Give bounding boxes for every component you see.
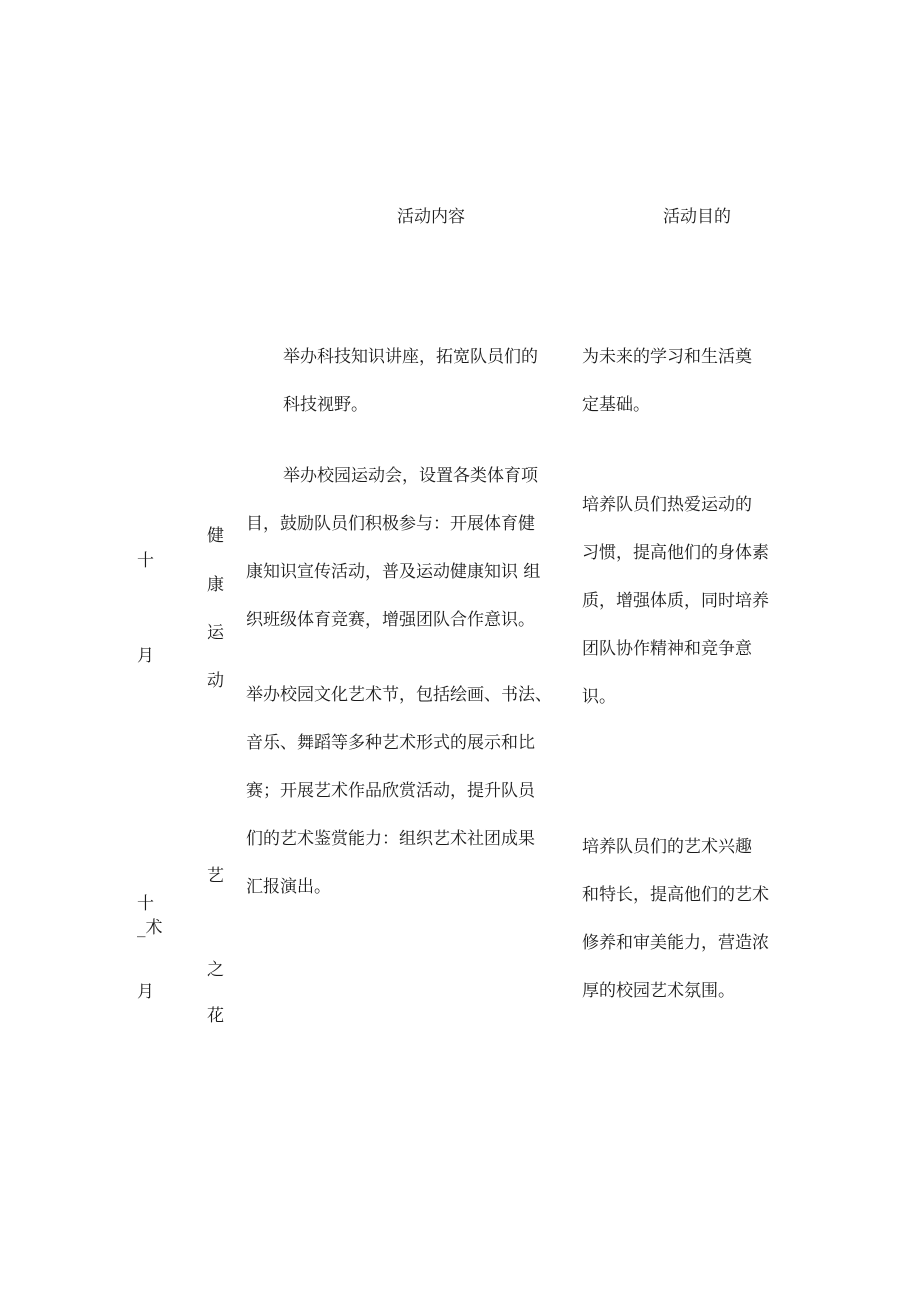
art-purpose-line: 培养队员们的艺术兴趣	[582, 837, 752, 857]
header-content-label: 活动内容	[397, 207, 465, 227]
art-content-line: 汇报演出。	[246, 877, 331, 897]
art-month-char: _术	[137, 918, 163, 938]
science-content-line: 科技视野。	[283, 395, 368, 415]
health-purpose-line: 习惯，提高他们的身体素	[582, 543, 769, 563]
science-content-line: 举办科技知识讲座，拓宽队员们的	[283, 347, 538, 367]
health-content-line: 举办校园运动会，设置各类体育项	[283, 466, 538, 486]
art-purpose-line: 厚的校园艺术氛围。	[582, 981, 735, 1001]
art-purpose-line: 修养和审美能力，营造浓	[582, 933, 769, 953]
health-content-line: 目，鼓励队员们积极参与：开展体育健	[246, 514, 535, 534]
art-content-line: 赛；开展艺术作品欣赏活动，提升队员	[246, 781, 535, 801]
health-theme-char: 健	[207, 526, 224, 546]
science-content	[283, 333, 538, 429]
health-purpose-line: 识。	[582, 687, 616, 707]
science-purpose	[582, 333, 752, 429]
art-purpose-line: 和特长，提高他们的艺术	[582, 885, 769, 905]
health-content	[246, 452, 540, 644]
science-purpose-line: 定基础。	[582, 395, 650, 415]
science-purpose-line: 为未来的学习和生活奠	[582, 347, 752, 367]
art-content-line: 们的艺术鉴赏能力：组织艺术社团成果	[246, 829, 535, 849]
health-purpose	[582, 481, 769, 721]
health-theme-char: 动	[207, 671, 224, 691]
art-content-line: 音乐、舞蹈等多种艺术形式的展示和比	[246, 733, 535, 753]
health-month-char: 十	[137, 551, 154, 571]
health-content-line: 织班级体育竞赛，增强团队合作意识。	[246, 610, 535, 630]
art-purpose	[582, 823, 769, 1015]
art-month-char: 月	[137, 982, 154, 1002]
art-content	[246, 671, 552, 911]
health-content-line: 康知识宣传活动，普及运动健康知识 组	[246, 562, 541, 582]
art-theme-char: 之	[207, 960, 224, 980]
art-month-char: 十	[137, 894, 154, 914]
art-theme-char: 艺	[207, 866, 224, 886]
art-content-line: 举办校园文化艺术节，包括绘画、书法、	[246, 685, 552, 705]
health-theme-char: 运	[207, 623, 224, 643]
health-purpose-line: 培养队员们热爱运动的	[582, 495, 752, 515]
health-purpose-line: 质，增强体质，同时培养	[582, 591, 769, 611]
health-month-char: 月	[137, 646, 154, 666]
health-theme-char: 康	[207, 575, 224, 595]
header-purpose-label: 活动目的	[663, 207, 731, 227]
art-theme-char: 花	[207, 1006, 224, 1026]
health-purpose-line: 团队协作精神和竞争意	[582, 639, 752, 659]
